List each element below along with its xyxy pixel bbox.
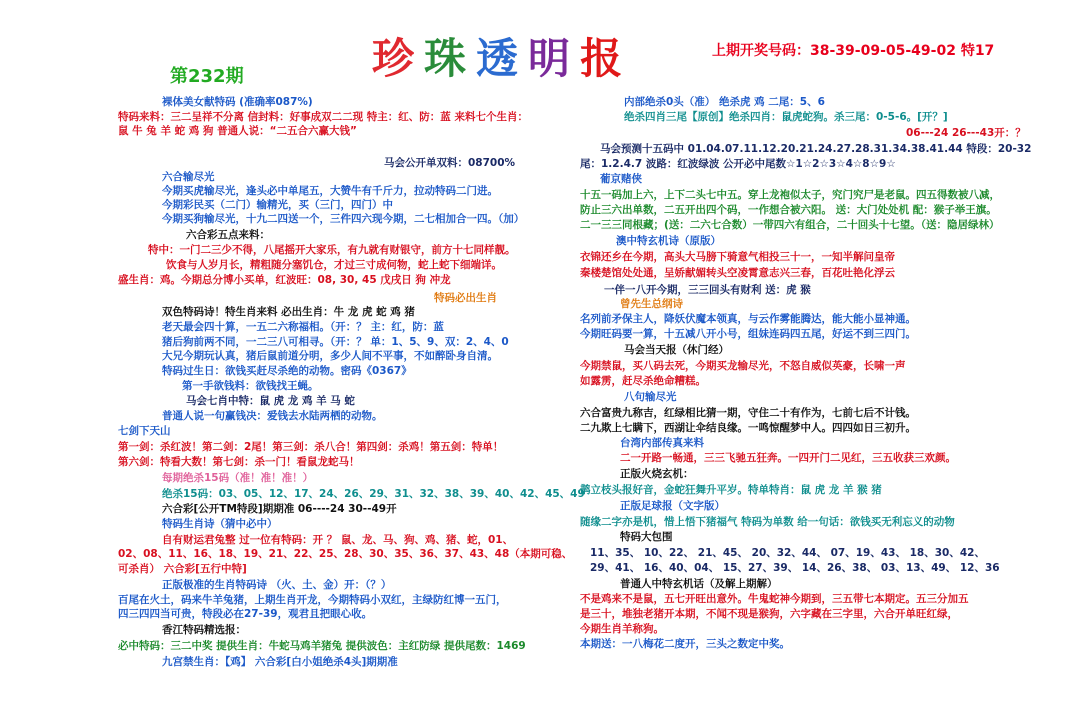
left-line: 普通人说一句赢钱决：爱钱去水陆两栖的动物。 [162, 410, 383, 422]
right-line: 11、35、 10、22、 21、45、 20、32、44、 07、19、43、 18、30、42、 [590, 547, 985, 559]
right-line: 特码大包围 [620, 531, 673, 543]
right-line: 是三十，堆独老猪开本期，不闻不现是猴狗，六字藏在三字里，六合开单旺红绿， [580, 608, 958, 620]
right-line: 防止三六出单数，二五开出四个码，一作想合被六阳。 送：大门处处机 配：猴子举王旗。 [580, 204, 997, 216]
masthead-title [372, 26, 632, 86]
right-line: 二一开路一畅通，三三飞驰五狂奔。一四开门二见红，三五收获三欢颜。 [620, 452, 956, 464]
left-line: 饮食与人岁月长，精粗随分塞饥仓，才过三寸成何物，蛇上蛇下细端详。 [166, 259, 502, 271]
left-line: 六合输尽光 [162, 171, 215, 183]
left-line: 大兄今期玩认真，猪后鼠前道分明，多少人间不平事，不如醉卧身自清。 [162, 350, 498, 362]
right-line: 不是鸡来不是鼠，五七开旺出意外。牛鬼蛇神今期到，三五带七本期定。五三分加五 [580, 593, 969, 605]
left-line: 四三四四当可贵，特段必在27-39，观君且把眼心收。 [118, 608, 373, 620]
left-line: 可杀肖） 六合彩[五行中特] [118, 563, 247, 575]
right-line: 二九欺上七瞒下，西湖让伞结良缘。一鸣惊醒梦中人。四四如日三初升。 [580, 422, 916, 434]
right-line: 今期禁鼠，买八码去死，今期买龙输尽光，不怒自威似英豪，长啸一声 [580, 360, 906, 372]
right-line: 随缘二字亦是机，惜上悟下猪福气 特码为单数 给一句话：欲钱买无利忘义的动物 [580, 516, 955, 528]
left-line: 七剑下天山 [118, 425, 171, 437]
left-line: 六合彩五点来料： [186, 229, 270, 241]
left-line: 特码来料：三二呈祥不分离 信封料：好事成双二二现 特主：红、防：蓝 来料七个生肖： [118, 111, 528, 123]
left-line: 正版极准的生肖特码诗 （火、土、金）开：（？） [162, 579, 392, 591]
right-line: 内部绝杀0头（准） 绝杀虎 鸡 二尾：5、6 [624, 96, 825, 108]
left-line: 今期买狗输尽光，十九二四送一个，三件四六现今期，二七相加合一四。（加） [162, 213, 525, 225]
left-line: 双色特码诗！特生肖来料 必出生肖：牛 龙 虎 蛇 鸡 猪 [162, 306, 415, 318]
right-line: 绝杀四肖三尾【原创】绝杀四肖：鼠虎蛇狗。杀三尾：0-5-6。[开？] [624, 111, 948, 123]
right-line: 一伴一八开今期，三三回头有财利 送：虎 猴 [604, 284, 811, 296]
left-line: 六合彩[公开TM特段]期期准 06----24 30--49开 [162, 503, 397, 515]
left-line: 特中：一门二三少不得，八尾摇开大家乐，有九就有财银守，前方十七同样靓。 [148, 244, 516, 256]
left-line: 第一剑：杀红波！第二剑：2尾！第三剑：杀八合！第四剑：杀鸡！第五剑：特单！ [118, 441, 504, 453]
left-line: 老天最会四十算，一五二六称福相。（开：？ 主：红，防：蓝 [162, 321, 444, 333]
masthead-char-4: 明 [528, 34, 581, 83]
right-line: 葡京赌侠 [600, 173, 642, 185]
right-line: 尾：1.2.4.7 波路：红波绿波 公开必中尾数☆1☆2☆3☆4☆8☆9☆ [580, 158, 896, 170]
left-line: 每期绝杀15码（准！准！准！） [162, 472, 314, 484]
right-line: 八句输尽光 [624, 391, 677, 403]
left-line: 裸体美女献特码 (准确率087%) [162, 96, 313, 108]
left-line: 今期彩民买（二门）输精光，买（三门，四门）中 [162, 199, 393, 211]
left-line: 特码生肖诗（猜中必中） [162, 518, 278, 530]
left-line: 马会公开单双料：08700% [384, 157, 516, 169]
last-draw-numbers: 上期开奖号码：38-39-09-05-49-02 特17 [712, 43, 995, 59]
right-line: 十五一码加上六，上下二头七中五。穿上龙袍似太子，究门究尸是老鼠。四五得数被八减， [580, 189, 1000, 201]
left-line: 第六剑：特看大数！第七剑：杀一门！看鼠龙蛇马！ [118, 456, 360, 468]
left-line: 鼠 牛 兔 羊 蛇 鸡 狗 普通人说：“二五合六赢大钱” [118, 125, 357, 137]
right-line: 台湾内部传真来料 [620, 437, 704, 449]
right-line: 本期送：一八梅花二度开，三头之数定中奖。 [580, 638, 790, 650]
right-line: 今期旺码要一算，十五减八开小号，组妹连码四五尾，好运不到三四门。 [580, 328, 916, 340]
right-line: 秦楼楚馆处处通，呈娇献媚转头空凌霄意志兴三春，百花吐艳化浮云 [580, 267, 895, 279]
left-line: 马会七肖中特：鼠 虎 龙 鸡 羊 马 蛇 [186, 395, 355, 407]
left-line: 盛生肖：鸡。今期总分博小买单，红波旺：08, 30, 45 戊戌日 狗 冲龙 [118, 274, 451, 286]
right-line: 06---24 26---43开：？ [906, 127, 1026, 139]
masthead-char-5: 报 [580, 34, 633, 83]
left-line: 特码必出生肖 [434, 292, 497, 304]
left-line: 02、08、11、16、18、19、21、22、25、28、30、35、36、37、43、48（本期可稳、 [118, 548, 573, 560]
right-line: 马会当天报（休门经） [624, 344, 729, 356]
left-line: 特码过生日：欲钱买赶尽杀绝的动物。密码《0367》 [162, 365, 412, 377]
left-line: 九宫禁生肖：【鸡】 六合彩[白小姐绝杀4头]期期准 [162, 656, 398, 668]
left-line: 绝杀15码：03、05、12、17、24、26、29、31、32、38、39、40、42、45、49 [162, 488, 585, 500]
issue-number: 第232期 [170, 66, 244, 87]
right-line: 今期生肖羊称狗。 [580, 623, 664, 635]
right-line: 普通人中特玄机话（及解上期解） [620, 578, 778, 590]
masthead-char-2: 珠 [424, 34, 477, 83]
right-line: 二一三三同根藏；(送：二六七合数）一带四六有组合，二十回头十七望。（送：隐居绿林） [580, 219, 1000, 231]
right-line: 曾先生总纲诗 [620, 298, 683, 310]
right-line: 29、41、 16、40、04、 15、27、39、 14、26、38、 03、13、49、 12、36 [590, 562, 1000, 574]
right-line: 衣锦还乡在今期，高头大马膀下骑意气相投三十一，一知半解问皇帝 [580, 251, 895, 263]
masthead-char-1: 珍 [372, 34, 425, 83]
left-line: 必中特码：三二中奖 提供生肖：牛蛇马鸡羊猪兔 提供波色：主红防绿 提供尾数：1469 [118, 640, 526, 652]
left-line: 香江特码精选报： [162, 624, 246, 636]
right-line: 鹊立枝头报好音，金蛇狂舞升平岁。特单特肖：鼠 虎 龙 羊 猴 猪 [580, 484, 882, 496]
right-line: 六合富贵九称吉，红绿相比猜一期，守住二十有作为，七前七后不计钱。 [580, 407, 916, 419]
right-line: 马会预测十五码中 01.04.07.11.12.20.21.24.27.28.31.34.38.41.44 特段：20-32 [600, 143, 1032, 155]
left-line: 第一手欲钱料：欲钱找王蝇。 [182, 380, 319, 392]
right-line: 正版火烧玄机： [620, 468, 694, 480]
left-line: 今期买虎输尽光，逢头必中单尾五，大赞牛有千斤力，拉动特码二门进。 [162, 185, 498, 197]
left-line: 百尾在火土，码来牛羊兔猪，上期生肖开龙，今期特码小双红，主绿防红博一五门， [118, 594, 507, 606]
left-line: 猪后狗前两不同，一二三八可相寻。（开：？ 单：1、5、9、双：2、4、0 [162, 336, 509, 348]
left-line: 自有财运君兔整 过一位有特码：开 ？ 鼠、龙、马、狗、鸡、猪、蛇，01、 [162, 534, 514, 546]
right-line: 澳中特玄机诗（原版） [616, 235, 721, 247]
right-line: 如露雳，赶尽杀绝命糟糕。 [580, 375, 706, 387]
right-line: 名列前矛保主人，降妖伏魔本领真，与云作雾能腾达，能大能小显神通。 [580, 313, 916, 325]
right-line: 正版足球报（文字版） [620, 500, 725, 512]
masthead-char-3: 透 [476, 34, 529, 83]
